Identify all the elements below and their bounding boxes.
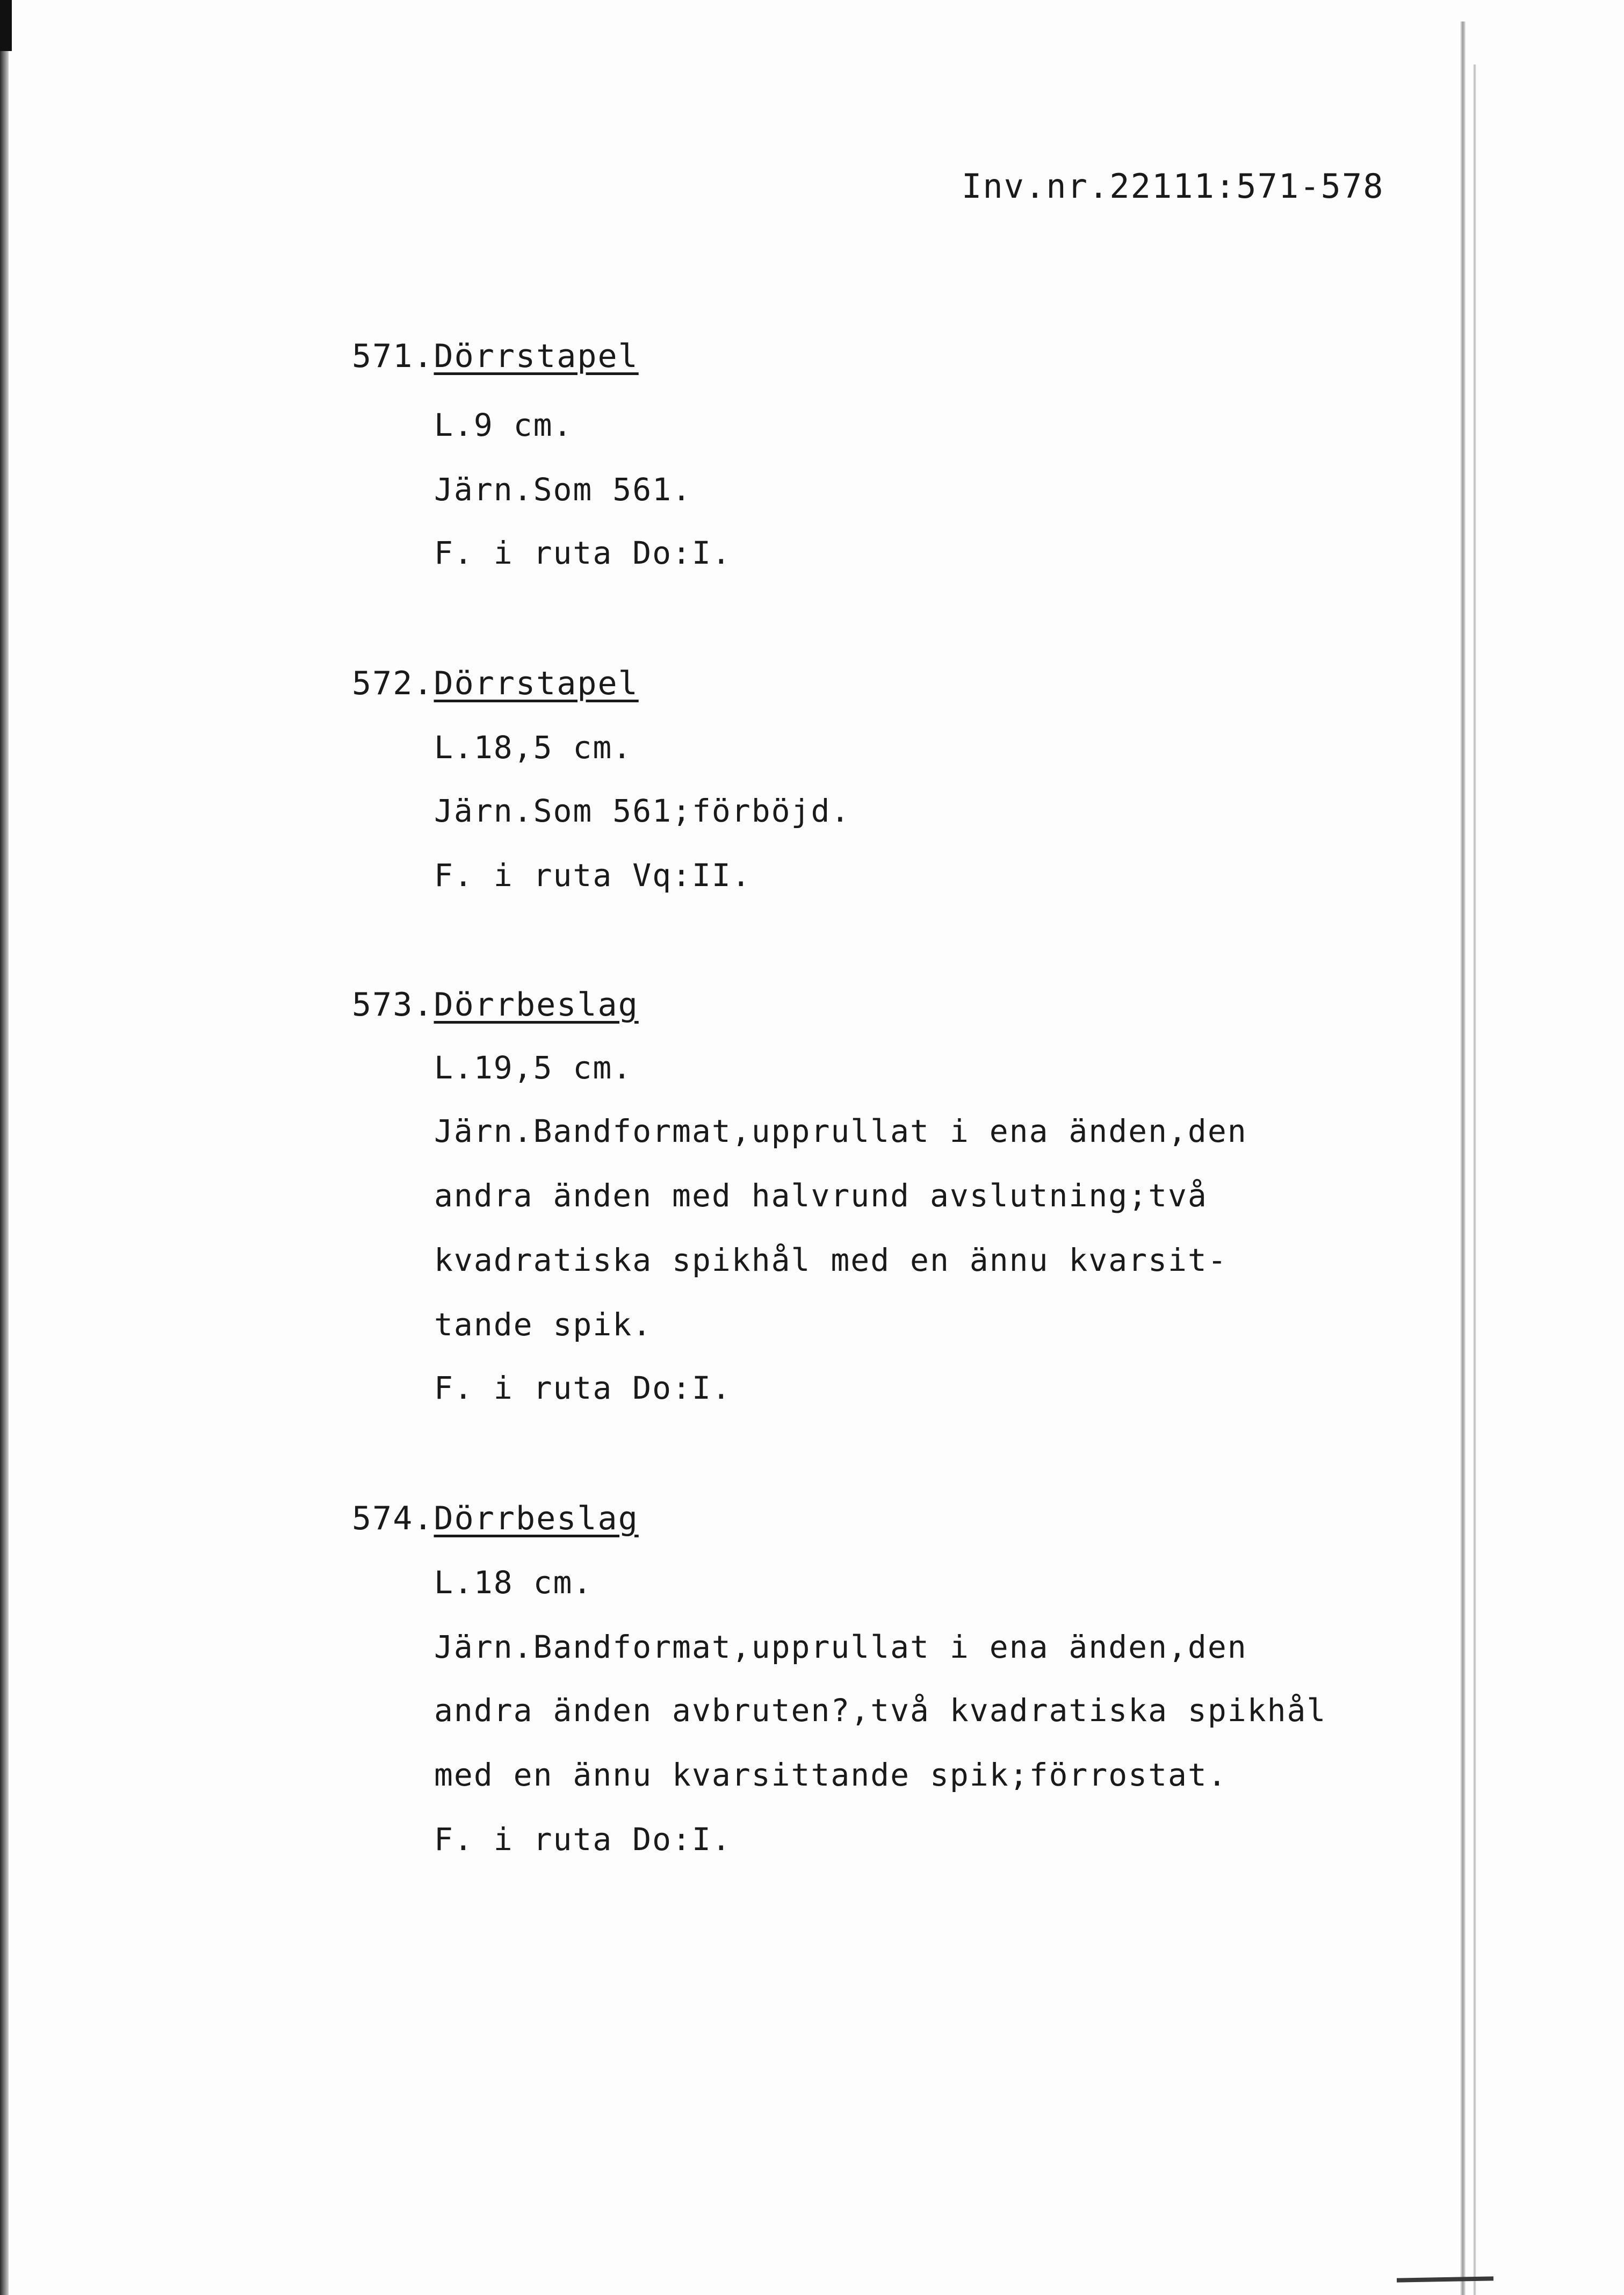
entry-line: tande spik. (434, 1306, 653, 1343)
entry-title (352, 665, 639, 702)
entry-number: 573. (352, 986, 434, 1024)
entry-line: F. i ruta Do:I. (434, 1370, 732, 1406)
entry-line: L.19,5 cm. (434, 1049, 633, 1086)
entry-line: andra änden med halvrund avslutning;två (434, 1177, 1208, 1214)
entry-line: L.18,5 cm. (434, 729, 633, 766)
scan-edge-right-inner (1473, 64, 1476, 2295)
entry-name: Dörrbeslag (434, 986, 639, 1024)
entry-title (352, 337, 639, 375)
entry-title (352, 1500, 639, 1537)
entry-line: L.9 cm. (434, 407, 573, 443)
entry-name: Dörrstapel (434, 665, 639, 702)
inventory-number: Inv.nr.22111:571-578 (962, 167, 1384, 206)
entry-line: kvadratiska spikhål med en ännu kvarsit- (434, 1242, 1228, 1278)
scan-edge-left-dark (0, 0, 12, 51)
scan-edge-left (0, 0, 9, 2295)
entry-line: L.18 cm. (434, 1564, 593, 1601)
entry-title (352, 986, 639, 1024)
scan-edge-bottom (1397, 2276, 1493, 2282)
entry-line: Järn.Som 561;förböjd. (434, 793, 851, 829)
entry-line: med en ännu kvarsittande spik;förrostat. (434, 1757, 1228, 1793)
entry-number: 571. (352, 337, 434, 375)
entry-line: F. i ruta Do:I. (434, 1821, 732, 1858)
entry-line: Järn.Bandformat,upprullat i ena änden,den (434, 1629, 1247, 1665)
entry-name: Dörrstapel (434, 337, 639, 375)
entry-number: 574. (352, 1500, 434, 1537)
entry-name: Dörrbeslag (434, 1500, 639, 1537)
entry-line: Järn.Som 561. (434, 471, 692, 508)
entry-number: 572. (352, 665, 434, 702)
scan-edge-right (1460, 21, 1466, 2295)
entry-line: andra änden avbruten?,två kvadratiska spikhål (434, 1692, 1327, 1729)
entry-line: F. i ruta Vq:II. (434, 857, 752, 894)
entry-line: Järn.Bandformat,upprullat i ena änden,den (434, 1113, 1247, 1149)
entry-line: F. i ruta Do:I. (434, 535, 732, 571)
